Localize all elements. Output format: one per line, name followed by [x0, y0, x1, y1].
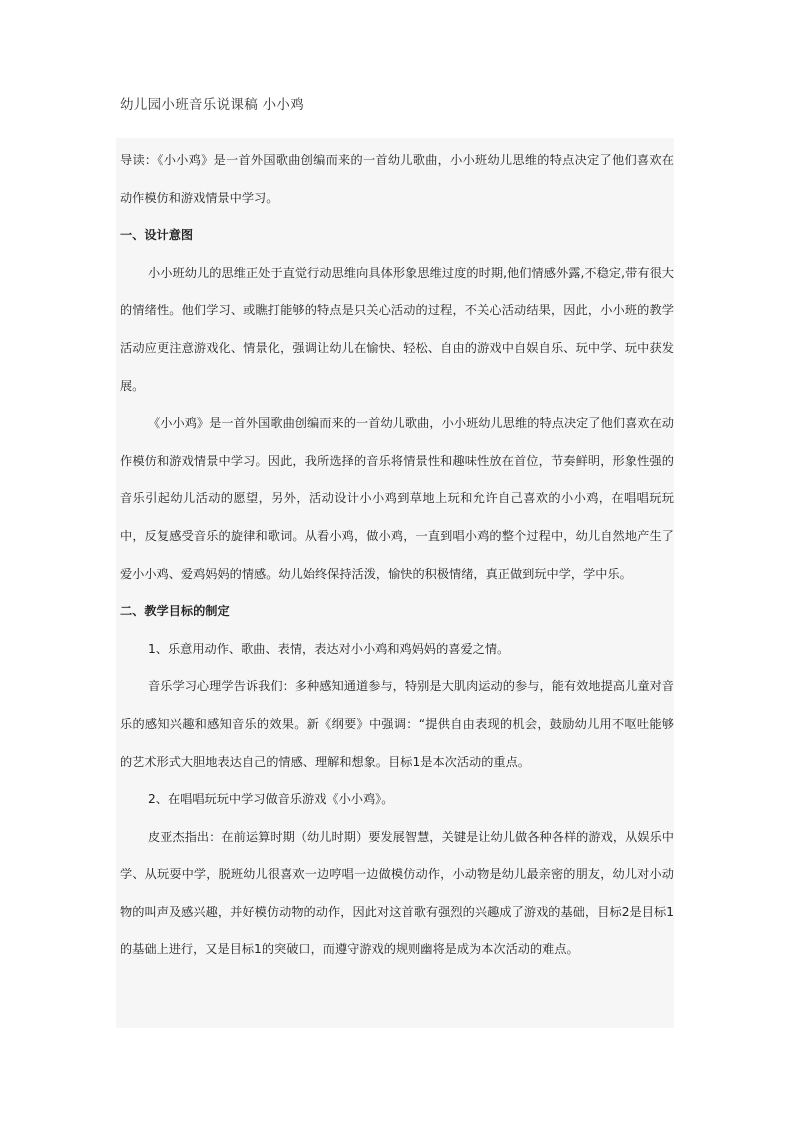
body-paragraph: 《小小鸡》是一首外国歌曲创编而来的一首幼儿歌曲，小小班幼儿思维的特点决定了他们喜欢在动作模仿和游戏情景中学习。因此，我所选择的音乐将情景性和趣味性放在首位，节奏鲜明，形象性强的音乐引起幼儿活动的愿望，另外，活动设计小小鸡到草地上玩和允许自己喜欢的小小鸡，在唱唱玩玩中，反复感受音乐的旋律和歌词。从看小鸡，做小鸡，一直到唱小鸡的整个过程中，幼儿自然地产生了爱小小鸡、爱鸡妈妈的情感。幼儿始终保持活泼，愉快的积极情绪，真正做到玩中学，学中乐。 — [120, 416, 674, 581]
section-heading-teaching-goals: 二、教学目标的制定 — [120, 604, 230, 619]
goal-item-2: 2、在唱唱玩玩中学习做音乐游戏《小小鸡》。 — [148, 792, 394, 807]
section-heading-design-intent: 一、设计意图 — [120, 228, 194, 243]
lead-paragraph: 导读：《小小鸡》是一首外国歌曲创编而来的一首幼儿歌曲，小小班幼儿思维的特点决定了他们喜欢在动作模仿和游戏情景中学习。 — [120, 153, 674, 205]
document-body — [116, 138, 674, 1028]
body-paragraph: 小小班幼儿的思维正处于直觉行动思维向具体形象思维过度的时期,他们情感外露,不稳定,带有很大的情绪性。他们学习、或瞧打能够的特点是只关心活动的过程，不关心活动结果，因此，小小班的教学活动应更注意游戏化、情景化，强调让幼儿在愉快、轻松、自由的游戏中自娱自乐、玩中学、玩中获发展。 — [120, 265, 674, 393]
body-paragraph: 音乐学习心理学告诉我们：多种感知通道参与，特别是大肌肉运动的参与，能有效地提高儿童对音乐的感知兴趣和感知音乐的效果。新《纲要》中强调：“提供自由表现的机会，鼓励幼儿用不呕吐能够的艺术形式大胆地表达自己的情感、理解和想象。目标1是本次活动的重点。 — [120, 679, 674, 769]
body-paragraph: 皮亚杰指出：在前运算时期（幼儿时期）要发展智慧，关键是让幼儿做各种各样的游戏，从娱乐中学、从玩耍中学，脱班幼儿很喜欢一边哼唱一边做模仿动作，小动物是幼儿最亲密的朋友，幼儿对小动物的叫声及感兴趣，并好模仿动物的动作，因此对这首歌有强烈的兴趣成了游戏的基础，目标2是目标1的基础上进行，又是目标1的突破口，而遵守游戏的规则幽将是成为本次活动的难点。 — [120, 829, 674, 957]
document-title: 幼儿园小班音乐说课稿 小小鸡 — [120, 97, 304, 113]
goal-item-1: 1、乐意用动作、歌曲、表情，表达对小小鸡和鸡妈妈的喜爱之情。 — [148, 641, 510, 656]
